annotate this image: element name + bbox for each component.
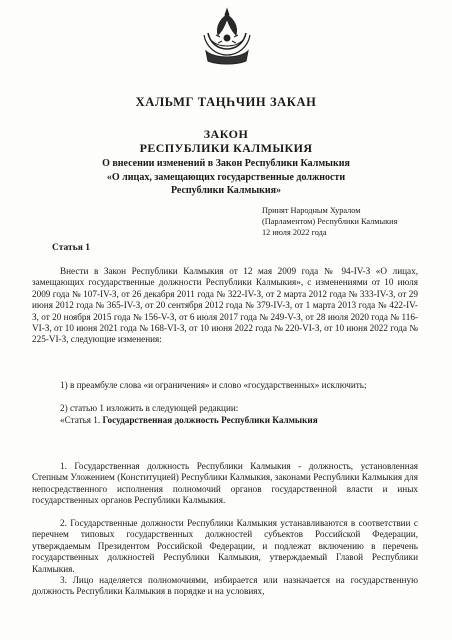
adoption-line: (Парламентом) Республики Калмыкия [262, 217, 398, 226]
law-heading: ЗАКОН [203, 127, 249, 141]
paragraph-3 [32, 575, 418, 598]
item-text: 2) статью 1 изложить в следующей редакции: [60, 403, 239, 413]
kalmyk-law-title: ХАЛЬМГ ТАҢҺЧИН ЗАКАН [135, 95, 317, 109]
article-intro [32, 266, 418, 346]
paragraph-text: 1. Государственная должность Республики Калмыкия - должность, установленная Степным Уложением (Конституцией) Республики Калмыкия, законами Республики Калмыкия для непосредственного исполнения полномочий органов государственной власти и иных государственных органов Республики Калмыкия. [32, 461, 418, 506]
adoption-date: 12 июля 2022 года [262, 228, 327, 237]
subject-line: Республики Калмыкия» [170, 185, 282, 196]
quote-title: Государственная должность Республики Калмыкия [102, 415, 318, 425]
subject-line: «О лицах, замещающих государственные должности [106, 171, 346, 183]
amendment-item-1 [32, 380, 418, 391]
intro-paragraph: Внести в Закон Республики Калмыкия от 12 мая 2009 года № 94-IV-З «О лицах, замещающих государственные должности Республики Калмыкия», с изменениями от 10 июля 2009 года № 107-IV-З, от 26 декабря 2011 года № 322-IV-З, от 2 марта 2012 года № 333-IV-З, от 29 июня 2012 года № 365-IV-З, от 20 сентября 2012 года № 379-IV-З, от 1 марта 2013 года № 422-IV-З, от 20 ноября 2015 года № 156-V-З, от 6 июля 2017 года № 249-V-З, от 28 июля 2020 года № 116-VI-З, от 10 июня 2021 года № 168-VI-З, от 10 июня 2022 года № 220-VI-З, от 10 июня 2022 года № 225-VI-З, следующие изменения: [32, 266, 418, 345]
item-text: 1) в преамбуле слова «и ограничения» и слово «государственных» исключить; [60, 380, 367, 390]
republic-heading: РЕСПУБЛИКИ КАЛМЫКИЯ [139, 141, 313, 155]
paragraph-2 [32, 518, 418, 575]
quote-prefix: «Статья 1. [60, 415, 103, 425]
subject-line: О внесении изменений в Закон Республики Калмыкия [102, 158, 350, 169]
paragraph-1 [32, 461, 418, 507]
amendment-item-2 [32, 403, 418, 414]
adoption-note [262, 205, 447, 238]
kalmykia-emblem-icon [200, 5, 254, 67]
law-subject [40, 157, 412, 198]
article-title: Статья 1 [52, 243, 90, 253]
paragraph-text: 2. Государственные должности Республики Калмыкия устанавливаются в соответствии с перечнем типовых государственных должностей субъектов Российской Федерации, утверждаемым Президентом Российской Федерации, и подлежат включению в перечень государственных должностей Республики Калмыкия, утверждаемый Главой Республики Калмыкия. [32, 518, 418, 574]
adoption-line: Принят Народным Хуралом [262, 206, 361, 215]
paragraph-text: 3. Лицо наделяется полномочиями, избирается или назначается на государственную должность Республики Калмыкия в порядке и на условиях, [32, 575, 418, 597]
quoted-article-heading [32, 415, 418, 426]
